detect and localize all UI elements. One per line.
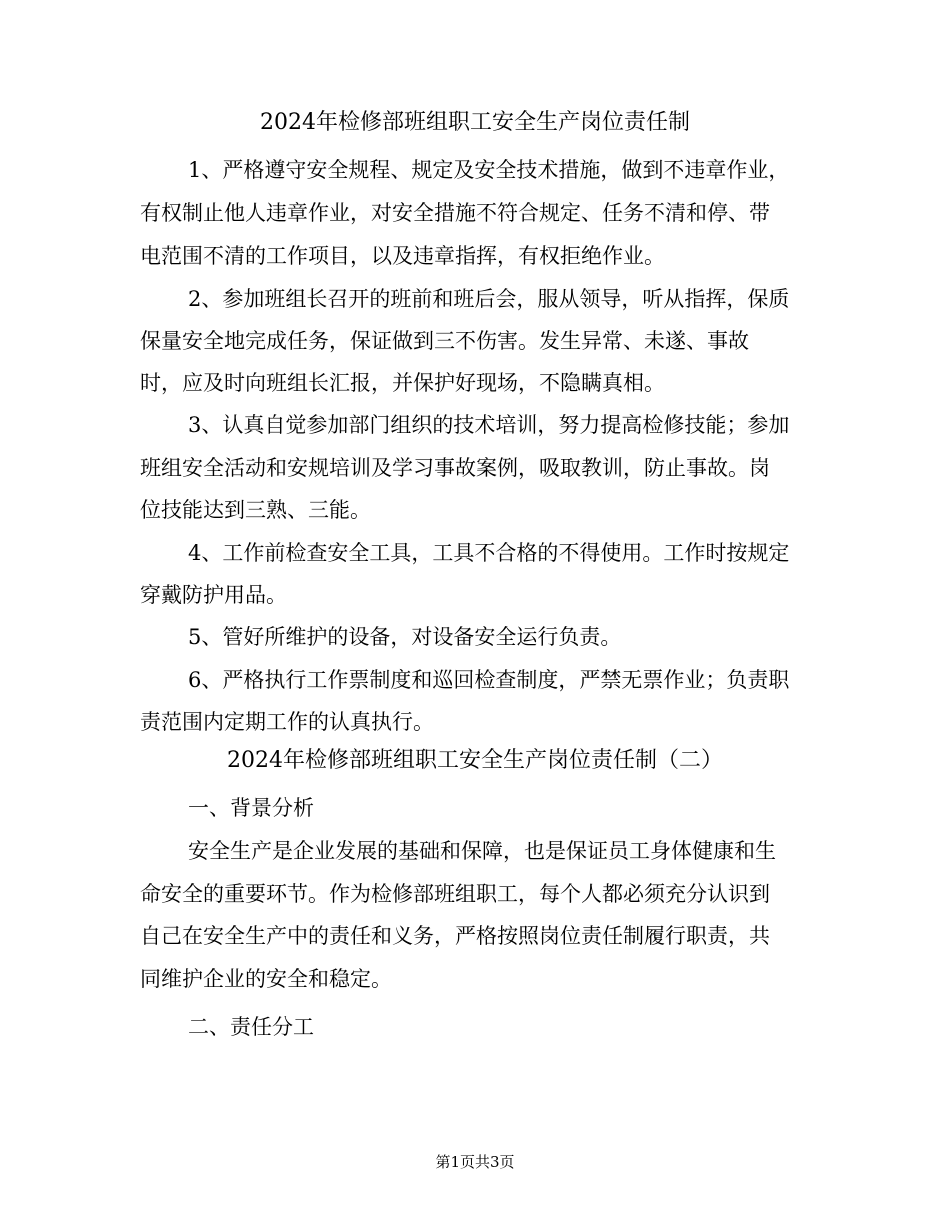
clause-2-line-3: 时，应及时向班组长汇报，并保护好现场，不隐瞒真相。 [140,371,665,395]
background-line-1: 安全生产是企业发展的基础和保障，也是保证员工身体健康和生 [188,839,776,863]
background-line-3: 自己在安全生产中的责任和义务，严格按照岗位责任制履行职责，共 [140,924,770,948]
clause-6-line-2: 责范围内定期工作的认真执行。 [140,710,434,734]
clause-1-line-2: 有权制止他人违章作业，对安全措施不符合规定、任务不清和停、带 [140,201,770,225]
clause-1-line-1: 1、严格遵守安全规程、规定及安全技术措施，做到不违章作业， [188,158,790,182]
heading-responsibilities: 二、责任分工 [188,1015,314,1039]
clause-5-line-1: 5、管好所维护的设备，对设备安全运行负责。 [188,625,622,649]
section-2-title: 2024年检修部班组职工安全生产岗位责任制（二） [227,748,723,773]
background-line-2: 命安全的重要环节。作为检修部班组职工，每个人都必须充分认识到 [140,882,770,906]
clause-1-line-3: 电范围不清的工作项目，以及违章指挥，有权拒绝作业。 [140,244,665,268]
clause-3-line-1: 3、认真自觉参加部门组织的技术培训，努力提高检修技能；参加 [188,413,790,437]
clause-2-line-1: 2、参加班组长召开的班前和班后会，服从领导，听从指挥，保质 [188,287,790,311]
clause-4-line-2: 穿戴防护用品。 [140,583,287,607]
clause-3-line-3: 位技能达到三熟、三能。 [140,498,371,522]
document-title: 2024年检修部班组职工安全生产岗位责任制 [260,110,690,135]
clause-3-line-2: 班组安全活动和安规培训及学习事故案例，吸取教训，防止事故。岗 [140,456,770,480]
clause-4-line-1: 4、工作前检查安全工具，工具不合格的不得使用。工作时按规定 [188,541,790,565]
page-number: 第1页共3页 [435,1153,515,1171]
clause-6-line-1: 6、严格执行工作票制度和巡回检查制度，严禁无票作业；负责职 [188,668,790,692]
clause-2-line-2: 保量安全地完成任务，保证做到三不伤害。发生异常、未遂、事故 [140,329,749,353]
heading-background: 一、背景分析 [188,796,314,820]
background-line-4: 同维护企业的安全和稳定。 [140,967,392,991]
